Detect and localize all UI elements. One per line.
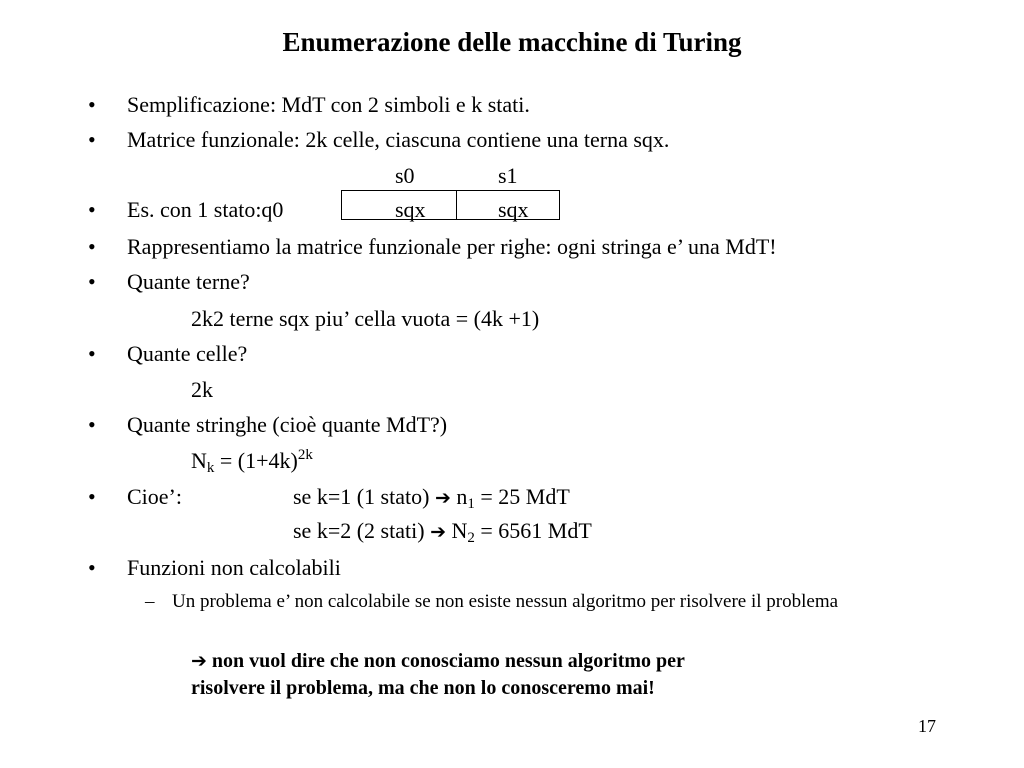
cioe-case-2-subscript: 2 <box>467 530 475 546</box>
table-cell-s0: sqx <box>395 197 426 222</box>
formula-nk <box>191 448 313 474</box>
bullet-marker: • <box>88 484 96 509</box>
formula-nk-subscript: k <box>206 460 215 476</box>
cioe-case-2-result: = 6561 MdT <box>474 518 592 543</box>
bullet-marker: • <box>88 341 96 366</box>
arrow-right-icon: ➔ <box>430 521 446 543</box>
cioe-case-2-condition: se k=2 (2 stati) <box>293 518 425 543</box>
slide-title: Enumerazione delle macchine di Turing <box>282 27 742 57</box>
cioe-case-1 <box>293 484 570 511</box>
cioe-case-1-condition: se k=1 (1 stato) <box>293 484 430 509</box>
cioe-case-1-var: n <box>456 484 468 509</box>
cioe-case-1-result: = 25 MdT <box>474 484 570 509</box>
bullet-quante-stringhe: Quante stringhe (cioè quante MdT?) <box>127 412 448 437</box>
bullet-rappresentiamo: Rappresentiamo la matrice funzionale per righe: ogni stringa e’ una MdT! <box>127 234 777 259</box>
bullet-marker: • <box>88 555 96 580</box>
bullet-marker: • <box>88 234 96 259</box>
conclusion-line-1 <box>191 648 685 674</box>
bullet-quante-celle: Quante celle? <box>127 341 248 366</box>
bullet-cioe-label: Cioe’: <box>127 484 182 509</box>
bullet-funzioni: Funzioni non calcolabili <box>127 555 341 580</box>
table-header-s0: s0 <box>395 163 415 188</box>
bullet-matrice: Matrice funzionale: 2k celle, ciascuna contiene una terna sqx. <box>127 127 670 152</box>
bullet-quante-terne: Quante terne? <box>127 269 250 294</box>
conclusion-line-1-text: non vuol dire che non conosciamo nessun algoritmo per <box>211 650 685 672</box>
bullet-marker: • <box>88 127 96 152</box>
table-header-s1: s1 <box>498 163 518 188</box>
bullet-esempio: Es. con 1 stato:q0 <box>127 197 284 222</box>
conclusion-line-2: risolvere il problema, ma che non lo conosceremo mai! <box>191 677 655 699</box>
table-cell-s1: sqx <box>498 197 529 222</box>
formula-nk-base: N <box>191 448 207 473</box>
formula-nk-exponent: 2k <box>297 447 313 463</box>
dash-marker: – <box>145 591 155 612</box>
formula-nk-rest: = (1+4k) <box>214 448 298 473</box>
cioe-case-1-subscript: 1 <box>467 496 475 512</box>
table-border-right <box>559 190 560 220</box>
table-border-left <box>341 190 342 220</box>
cioe-case-2 <box>293 518 592 545</box>
bullet-marker: • <box>88 269 96 294</box>
table-border-mid <box>456 190 457 220</box>
arrow-right-icon: ➔ <box>434 487 451 509</box>
bullet-marker: • <box>88 412 96 437</box>
table-top-border <box>341 190 560 191</box>
arrow-right-icon: ➔ <box>191 650 207 672</box>
bullet-marker: • <box>88 197 96 222</box>
cioe-case-2-var: N <box>451 518 468 543</box>
bullet-semplificazione: Semplificazione: MdT con 2 simboli e k stati. <box>127 92 530 117</box>
page-number: 17 <box>918 716 936 736</box>
bullet-marker: • <box>88 92 96 117</box>
sub-bullet-problema: Un problema e’ non calcolabile se non esiste nessun algoritmo per risolvere il problema <box>172 591 839 612</box>
answer-celle: 2k <box>191 377 213 402</box>
answer-terne: 2k2 terne sqx piu’ cella vuota = (4k +1) <box>191 306 540 331</box>
